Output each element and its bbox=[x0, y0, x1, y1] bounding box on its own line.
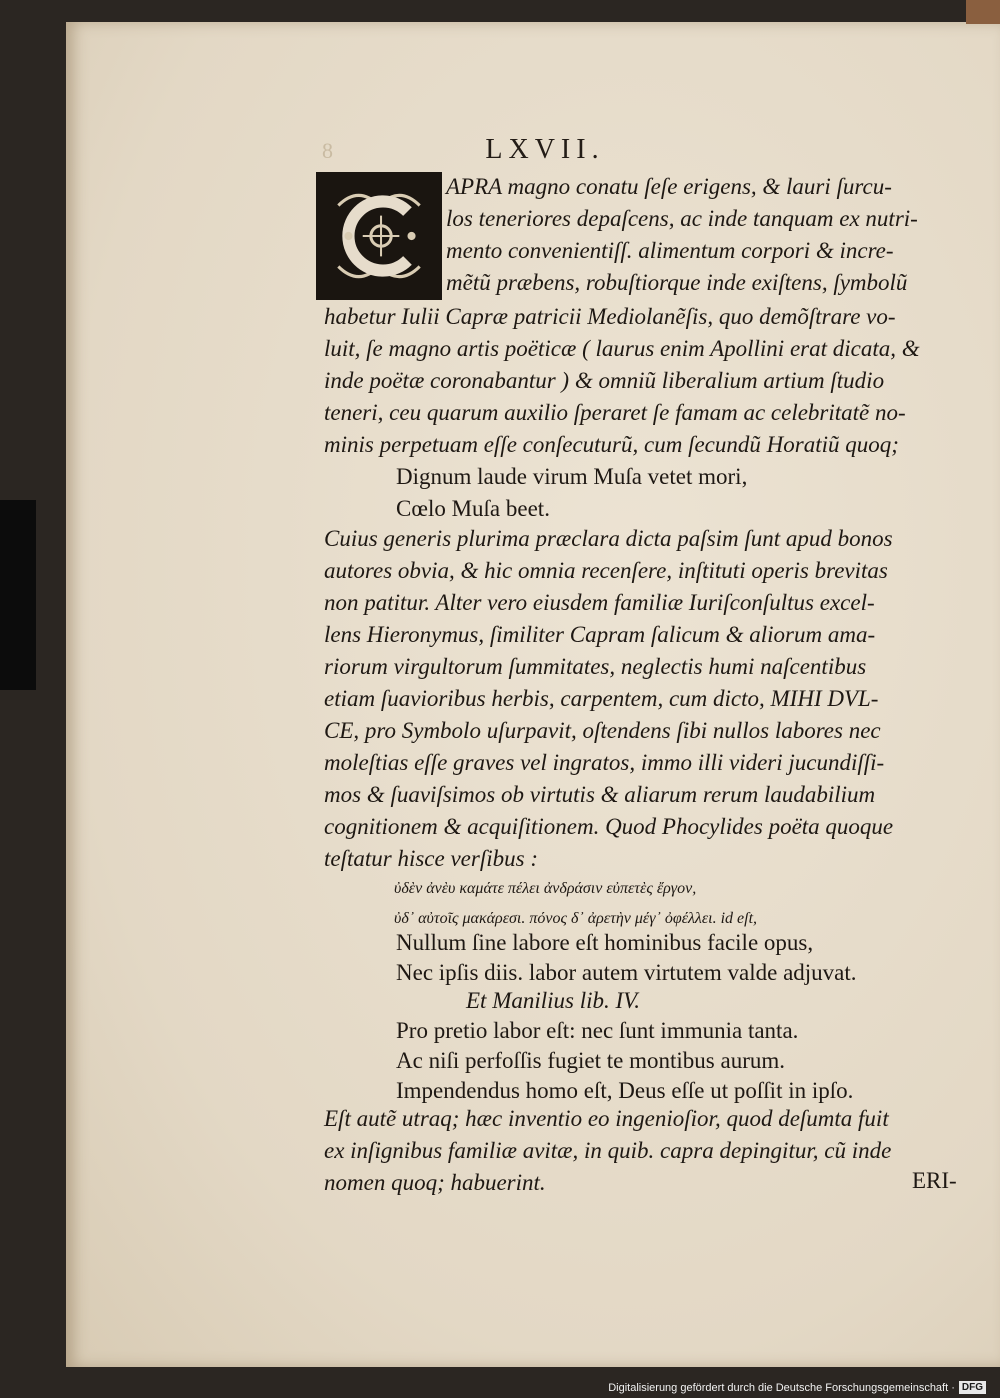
footer bbox=[608, 1381, 986, 1394]
text-line: Et Manilius lib. IV. bbox=[466, 988, 640, 1013]
text-line: ex inſignibus familiæ avitæ, in quib. capra depingitur, cũ inde bbox=[324, 1138, 892, 1163]
text-line: ERI- bbox=[912, 1168, 957, 1193]
text-line: inde poëtæ coronabantur ) & omniũ liberalium artium ſtudio bbox=[324, 368, 885, 393]
text-line: CE, pro Symbolo uſurpavit, oſtendens ſibi nullos labores nec bbox=[324, 718, 881, 743]
text-line: cognitionem & acquiſitionem. Quod Phocylides poëta quoque bbox=[324, 814, 894, 839]
faint-page-mark: 8 bbox=[322, 138, 333, 163]
text-line: habetur Iulii Capræ patricii Mediolanẽſis, quo demõſtrare vo- bbox=[324, 304, 896, 329]
text-line: autores obvia, & hic omnia recenſere, inſtituti operis brevitas bbox=[324, 558, 888, 583]
text-line: Nullum ſine labore eſt hominibus facile opus, bbox=[396, 930, 814, 955]
text-line: riorum virgultorum ſummitates, neglectis humi naſcentibus bbox=[324, 654, 867, 679]
text-line: Dignum laude virum Muſa vetet mori, bbox=[396, 464, 748, 489]
page-folio: LXVII. bbox=[485, 134, 605, 165]
text-line: moleſtias eſſe graves vel ingratos, immo illi videri jucundiſſi- bbox=[324, 750, 885, 775]
text-line: etiam ſuavioribus herbis, carpentem, cum dicto, MIHI DVL- bbox=[324, 686, 879, 711]
text-line: APRA magno conatu ſeſe erigens, & lauri ſurcu- bbox=[446, 174, 892, 199]
footer-text: Digitalisierung gefördert durch die Deutsche Forschungsgemeinschaft · bbox=[608, 1381, 955, 1394]
text-line: Cœlo Muſa beet. bbox=[396, 496, 550, 521]
text-line: Eſt autẽ utraq; hæc inventio eo ingenioſior, quod deſumta fuit bbox=[324, 1106, 889, 1131]
dfg-logo: DFG bbox=[959, 1381, 986, 1394]
text-line: teſtatur hisce verſibus : bbox=[324, 846, 538, 871]
text-line: teneri, ceu quarum auxilio ſperaret ſe famam ac celebritatẽ no- bbox=[324, 400, 906, 425]
text-line: non patitur. Alter vero eiusdem familiæ Iuriſconſultus excel- bbox=[324, 590, 875, 615]
text-line: Nec ipſis diis. labor autem virtutem valde adjuvat. bbox=[396, 960, 857, 985]
text-line: nomen quoq; habuerint. bbox=[324, 1170, 546, 1195]
text-line: Ac niſi perfoſſis fugiet te montibus aurum. bbox=[396, 1048, 786, 1073]
text-line: mento convenientiſſ. alimentum corpori & incre- bbox=[446, 238, 894, 263]
text-line: Cuius generis plurima præclara dicta paſsim ſunt apud bonos bbox=[324, 526, 893, 551]
text-line: mẽtũ præbens, robuſtiorque inde exiſtens, ſymbolũ bbox=[446, 270, 908, 295]
text-line: ὐδ᾽ αὐτοῖς μακάρεσι. πόνος δ᾽ ἀρετὴν μέγ᾽ ὀφέλλει. id eſt, bbox=[394, 910, 758, 927]
text-line: lens Hieronymus, ſimiliter Capram ſalicum & aliorum ama- bbox=[324, 622, 876, 647]
text-line: Pro pretio labor eſt: nec ſunt immunia tanta. bbox=[396, 1018, 799, 1043]
text-line: luit, ſe magno artis poëticæ ( laurus enim Apollini erat dicata, & bbox=[324, 336, 920, 361]
text-line: mos & ſuaviſsimos ob virtutis & aliarum rerum laudabilium bbox=[324, 782, 876, 807]
text-line: ὐδὲν ἀνὲυ καμάτε πέλει ἀνδράσιν εὐπετὲς ἔργον, bbox=[394, 880, 697, 897]
text-line: los teneriores depaſcens, ac inde tanquam ex nutri- bbox=[446, 206, 918, 231]
text-line: Impendendus homo eſt, Deus eſſe ut poſſit in ipſo. bbox=[396, 1078, 854, 1103]
text-line: minis perpetuam eſſe conſecuturũ, cum ſecundũ Horatiũ quoq; bbox=[324, 432, 899, 457]
